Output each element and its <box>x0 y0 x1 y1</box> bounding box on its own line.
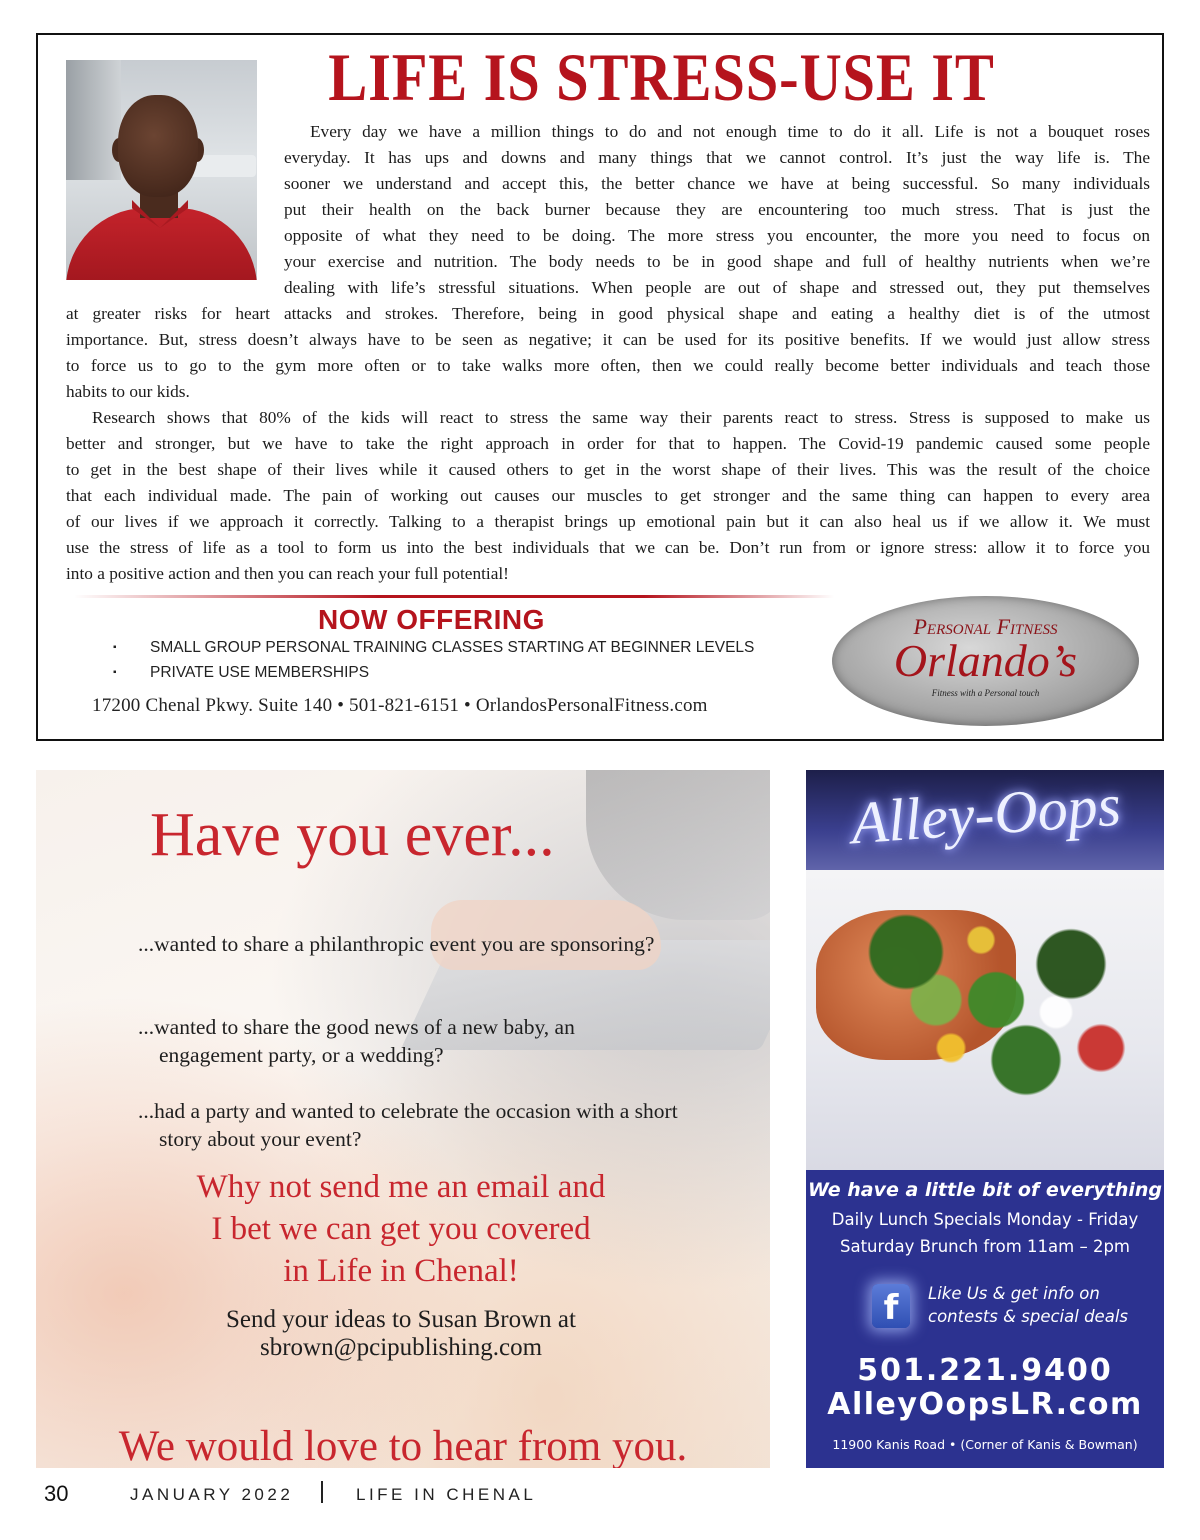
fitness-ad <box>36 33 1164 741</box>
article-line: into a positive action and then you can reach your full potential! <box>66 564 509 583</box>
article-line: better and stronger, but we have to take the right approach in order for that to happen. The Covid-19 pandemic caused some people <box>66 434 1150 453</box>
trainer-photo <box>66 60 257 280</box>
restaurant-address: 11900 Kanis Road • (Corner of Kanis & Bowman) <box>832 1437 1138 1452</box>
article-title: LIFE IS STRESS-USE IT <box>328 39 995 115</box>
logo-subtitle: Personal Fitness <box>913 614 1058 639</box>
restaurant-specials: Daily Lunch Specials Monday - Friday <box>831 1210 1139 1229</box>
food-photo <box>806 870 1164 1170</box>
article-line: habits to our kids. <box>66 382 190 401</box>
publication-name: LIFE IN CHENAL <box>356 1485 537 1504</box>
article-line: put their health on the back burner because they are encountering too much stress. That is just the <box>284 200 1150 219</box>
issue-date: JANUARY 2022 <box>130 1485 294 1504</box>
article-line: to get in the best shape of their lives while it caused others to get in the worst shape of their lives. This was the result of the choice <box>66 460 1150 479</box>
article-line: Research shows that 80% of the kids will react to stress the same way their parents react to stress. Stress is supposed to make us <box>92 408 1150 427</box>
article-line: use the stress of life as a tool to form us into the best individuals that we can be. Don’t run from or ignore stress: allow it to force you <box>66 538 1150 557</box>
bullet-icon: ▪ <box>113 667 117 679</box>
divider <box>74 595 834 598</box>
article-line: to force us to go to the gym more often or to take walks more often, then we could really become better individuals and teach those <box>66 356 1150 375</box>
restaurant-ad <box>806 770 1164 1468</box>
promo-title: Have you ever... <box>150 801 555 869</box>
article-line: everyday. It has ups and downs and many things that we cannot control. It’s just the way life is. The <box>284 148 1150 167</box>
promo-send: Send your ideas to Susan Brown at sbrown@pcipublishing.com <box>116 1306 686 1362</box>
footer-divider <box>321 1481 323 1503</box>
orlandos-logo <box>832 596 1139 726</box>
article-line: at greater risks for heart attacks and strokes. Therefore, being in good physical shape and eating a healthy diet is of the utmost <box>66 304 1150 323</box>
restaurant-phone: 501.221.9400 <box>857 1353 1113 1388</box>
promo-question: ...wanted to share the good news of a new baby, an engagement party, or a wedding? <box>138 1015 575 1067</box>
promo-closing: We would love to hear from you. <box>118 1423 688 1468</box>
promo-question: ...had a party and wanted to celebrate the occasion with a short story about your event? <box>138 1099 678 1151</box>
restaurant-tagline: We have a little bit of everything <box>807 1179 1163 1201</box>
article-line: your exercise and nutrition. The body needs to be in good shape and full of healthy nutrients when we’re <box>284 252 1150 271</box>
promo-ad <box>36 770 770 1468</box>
logo-tagline: Fitness with a Personal touch <box>931 688 1040 698</box>
facebook-icon[interactable]: f <box>872 1284 910 1328</box>
article-line: sooner we understand and accept this, the better chance we have at being successful. So many individuals <box>284 174 1150 193</box>
promo-cta: Why not send me an email and I bet we can get you covered in Life in Chenal! <box>196 1169 606 1289</box>
offer-item: ▪ PRIVATE USE MEMBERSHIPS <box>113 664 370 681</box>
article-line: of our lives if we approach it correctly. Talking to a therapist brings up emotional pain but it can also heal us if we allow it. We must <box>66 512 1150 531</box>
article-line: Every day we have a million things to do and not enough time to do it all. Life is not a bouquet roses <box>310 122 1150 141</box>
facebook-text: Like Us & get info on <box>928 1284 1100 1303</box>
promo-email[interactable]: sbrown@pcipublishing.com <box>259 1334 543 1361</box>
page-number: 30 <box>44 1481 69 1506</box>
restaurant-logo: Alley-Oops <box>849 771 1123 857</box>
restaurant-brunch: Saturday Brunch from 11am – 2pm <box>840 1237 1130 1256</box>
offer-item: ▪ SMALL GROUP PERSONAL TRAINING CLASSES STARTING AT BEGINNER LEVELS <box>113 639 755 656</box>
article-line: importance. But, stress doesn’t always have to be seen as negative; it can be used for its positive benefits. If we would just allow stress <box>66 330 1150 349</box>
offer-title: NOW OFFERING <box>318 604 545 635</box>
logo-name: Orlando’s <box>893 635 1078 686</box>
facebook-text: contests & special deals <box>928 1307 1128 1326</box>
restaurant-website[interactable]: AlleyOopsLR.com <box>827 1387 1143 1422</box>
promo-question: ...wanted to share a philanthropic event you are sponsoring? <box>138 932 655 956</box>
contact-line: 17200 Chenal Pkwy. Suite 140 • 501-821-6151 • OrlandosPersonalFitness.com <box>92 695 708 716</box>
bullet-icon: ▪ <box>113 642 117 654</box>
article-line: opposite of what they need to be doing. The more stress you encounter, the more you need to focus on <box>284 226 1150 245</box>
article-line: that each individual made. The pain of working out causes our muscles to get stronger and the same thing can happen to every area <box>66 486 1150 505</box>
article-line: dealing with life’s stressful situations. When people are out of shape and stressed out, they put themselves <box>284 278 1150 297</box>
